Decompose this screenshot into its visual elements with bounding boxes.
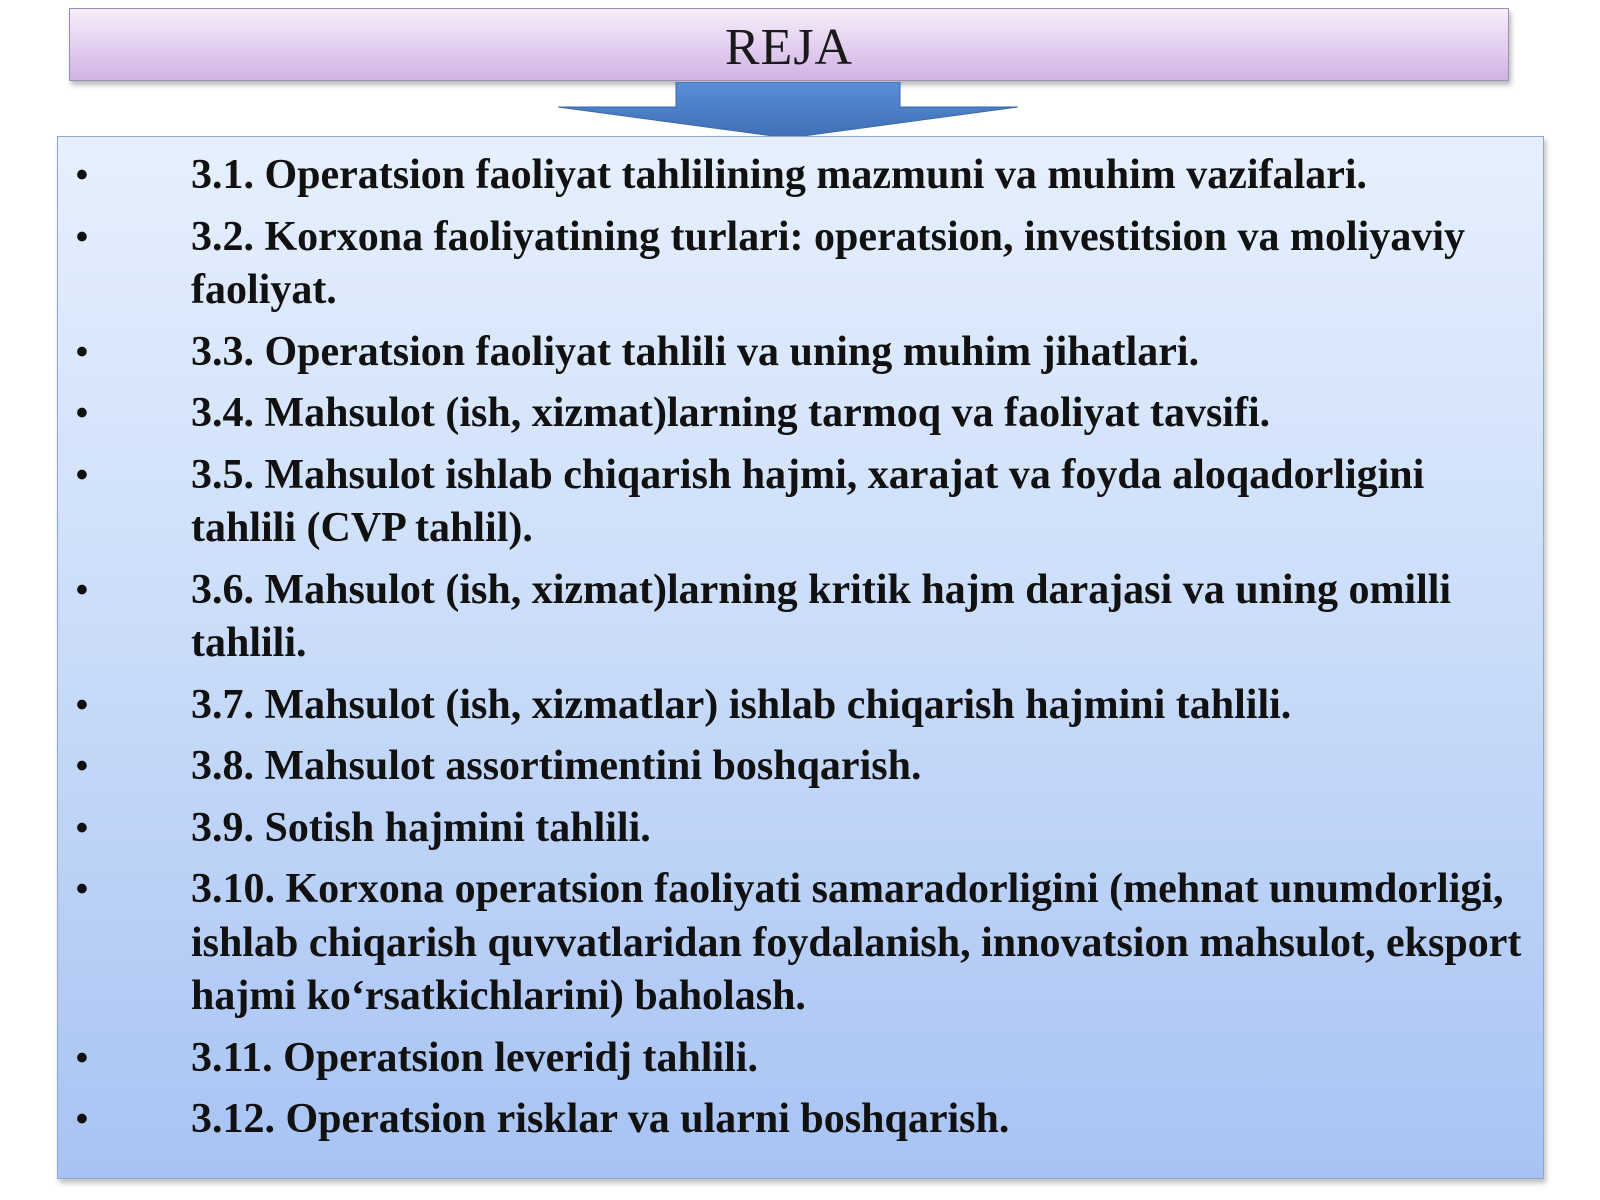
list-item bbox=[76, 679, 1523, 733]
list-item bbox=[76, 449, 1523, 556]
list-item-text: 3.11. Operatsion leveridj tahlili. bbox=[191, 1034, 758, 1081]
list-item bbox=[76, 863, 1523, 1024]
list-item-text: 3.10. Korxona operatsion faoliyati samaradorligini (mehnat unumdorligi, ishlab chiqarish quvvatlaridan foydalanish, innovatsion mahsulot, eksport hajmi ko‘rsatkichlarini) baholash. bbox=[191, 866, 1522, 1019]
bullet-icon: • bbox=[76, 870, 88, 908]
list-item bbox=[76, 211, 1523, 318]
list-item-text: 3.7. Mahsulot (ish, xizmatlar) ishlab chiqarish hajmini tahlili. bbox=[191, 681, 1292, 728]
bullet-icon: • bbox=[76, 217, 88, 256]
down-arrow-icon bbox=[558, 82, 1018, 138]
bullet-icon: • bbox=[76, 332, 88, 371]
bullet-icon: • bbox=[76, 1038, 88, 1077]
bullet-icon: • bbox=[76, 1100, 88, 1138]
bullet-icon: • bbox=[76, 455, 88, 494]
list-item bbox=[76, 387, 1523, 441]
list-item bbox=[76, 1093, 1523, 1147]
list-item bbox=[76, 326, 1523, 380]
bullet-icon: • bbox=[76, 394, 88, 432]
bullet-icon: • bbox=[76, 685, 88, 724]
list-item bbox=[76, 564, 1523, 671]
list-item-text: 3.9. Sotish hajmini tahlili. bbox=[191, 804, 651, 851]
list-item-text: 3.2. Korxona faoliyatining turlari: operatsion, investitsion va moliyaviy faoliyat. bbox=[191, 213, 1466, 313]
slide-title: REJA bbox=[724, 18, 854, 76]
list-item-text: 3.4. Mahsulot (ish, xizmat)larning tarmoq va faoliyat tavsifi. bbox=[191, 390, 1271, 436]
list-item-text: 3.8. Mahsulot assortimentini boshqarish. bbox=[191, 743, 922, 789]
title-banner bbox=[69, 8, 1509, 81]
plan-content-box bbox=[57, 136, 1544, 1179]
bullet-icon: • bbox=[76, 808, 88, 847]
list-item bbox=[76, 1032, 1523, 1086]
list-item-text: 3.1. Operatsion faoliyat tahlilining mazmuni va muhim vazifalari. bbox=[191, 152, 1368, 198]
list-item bbox=[76, 149, 1523, 203]
list-item-text: 3.12. Operatsion risklar va ularni boshqarish. bbox=[191, 1096, 1010, 1142]
bullet-icon: • bbox=[76, 570, 88, 609]
list-item-text: 3.3. Operatsion faoliyat tahlili va uning muhim jihatlari. bbox=[191, 328, 1200, 375]
list-item bbox=[76, 802, 1523, 856]
bullet-icon: • bbox=[76, 156, 88, 194]
list-item bbox=[76, 740, 1523, 794]
list-item-text: 3.5. Mahsulot ishlab chiqarish hajmi, xarajat va foyda aloqadorligini tahlili (CVP tahlil). bbox=[191, 451, 1425, 551]
bullet-icon: • bbox=[76, 747, 88, 785]
list-item-text: 3.6. Mahsulot (ish, xizmat)larning kritik hajm darajasi va uning omilli tahlili. bbox=[191, 566, 1452, 666]
plan-list bbox=[58, 137, 1543, 1147]
